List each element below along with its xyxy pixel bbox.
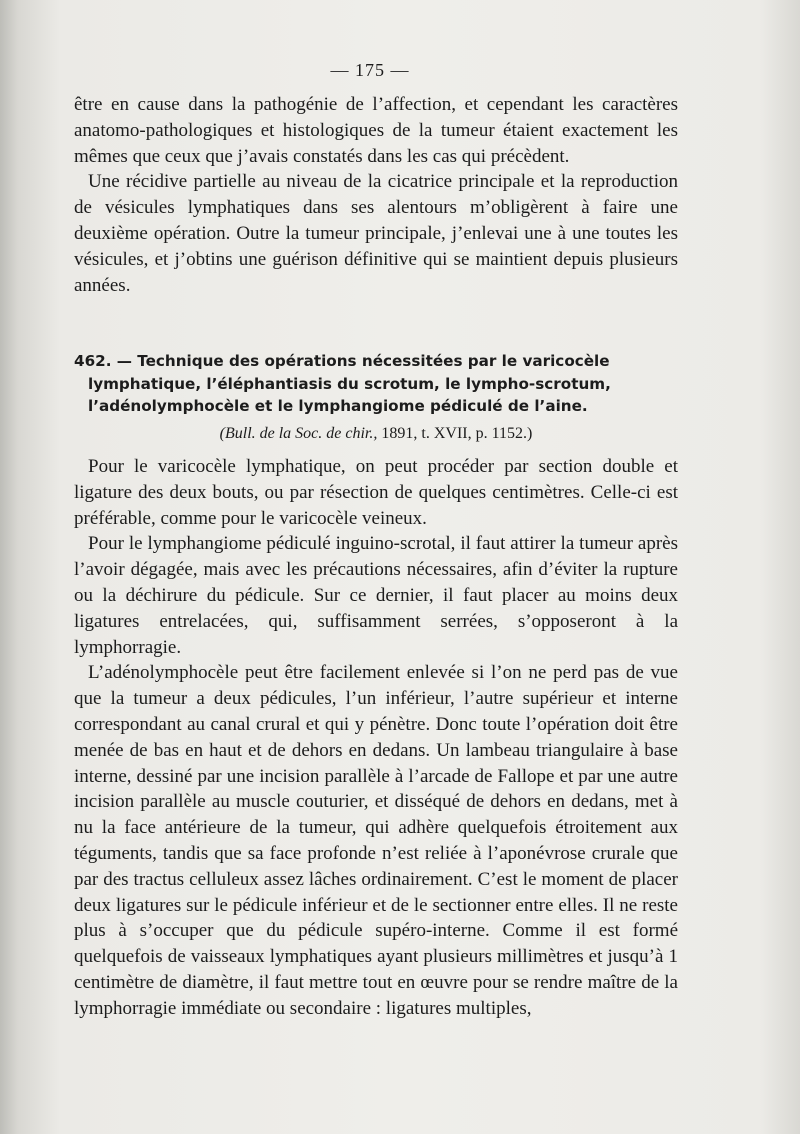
section-heading (74, 350, 678, 418)
body-text (74, 454, 678, 1022)
page-number: — 175 — (330, 60, 410, 80)
citation (74, 425, 678, 443)
section-title-line-2: lymphatique, l’éléphantiasis du scrotum, le lympho-scrotum, (88, 374, 611, 393)
intro-text (74, 92, 678, 298)
citation-details: 1891, t. XVII, p. 1152.) (377, 425, 533, 442)
paragraph: Une récidive partielle au niveau de la cicatrice principale et la reproduction de vésicules lymphatiques dans ses alentours m’obligèrent à faire une deuxième opération. Outre la tumeur principale, j’enlevai une à une toutes les vésicules, et j’obtins une guérison définitive qui se maintient depuis plusieurs années. (74, 171, 678, 296)
section-number: 462. (74, 352, 112, 370)
paragraph: L’adénolymphocèle peut être facilement enlevée si l’on ne perd pas de vue que la tumeur a deux pédicules, l’un inférieur, l’autre supérieur et interne correspondant au canal crural et qui y pénètre. Donc toute l’opération doit être menée de bas en haut et de dehors en dedans. Un lambeau triangulaire à base interne, dessiné par une incision parallèle à l’arcade de Fallope et par une autre incision parallèle au muscle couturier, et disséqué de dehors en dedans, met à nu la face antérieure de la tumeur, qui adhère quelquefois étroitement aux téguments, tandis que sa face profonde n’est reliée à l’aponévrose crurale que par des tractus celluleux assez lâches ordinairement. C’est le moment de placer deux ligatures sur le pédicule inférieur et de le sectionner entre elles. Il ne reste plus à s’occuper que du pédicule supéro-interne. Comme il est formé quelquefois de vaisseaux lymphatiques ayant plusieurs millimètres et jusqu’à 1 centimètre de diamètre, il faut mettre tout en œuvre pour se rendre maître de la lymphorragie immédiate ou secondaire : ligatures multiples, (74, 662, 678, 1019)
paragraph: Pour le lymphangiome pédiculé inguino-scrotal, il faut attirer la tumeur après l’avoir dégagée, mais avec les précautions nécessaires, afin d’éviter la rupture ou la déchirure du pédicule. Sur ce dernier, il faut placer au moins deux ligatures entrelacées, qui, suffisamment serrées, s’opposeront à la lymphorragie. (74, 533, 678, 658)
section-title-line-3: l’adénolymphocèle et le lymphangiome pédiculé de l’aine. (88, 397, 588, 415)
section-title-line-1: — Technique des opérations nécessitées par le varicocèle (116, 352, 610, 370)
paragraph: être en cause dans la pathogénie de l’affection, et cependant les caractères anatomo-pathologiques et histologiques de la tumeur étaient exactement les mêmes que ceux que j’avais constatés dans les cas qui précèdent. (74, 94, 678, 167)
citation-source: (Bull. de la Soc. de chir., (219, 425, 378, 442)
paragraph: Pour le varicocèle lymphatique, on peut procéder par section double et ligature des deux bouts, ou par résection de quelques centimètres. Celle-ci est préférable, comme pour le varicocèle veineux. (74, 456, 678, 529)
